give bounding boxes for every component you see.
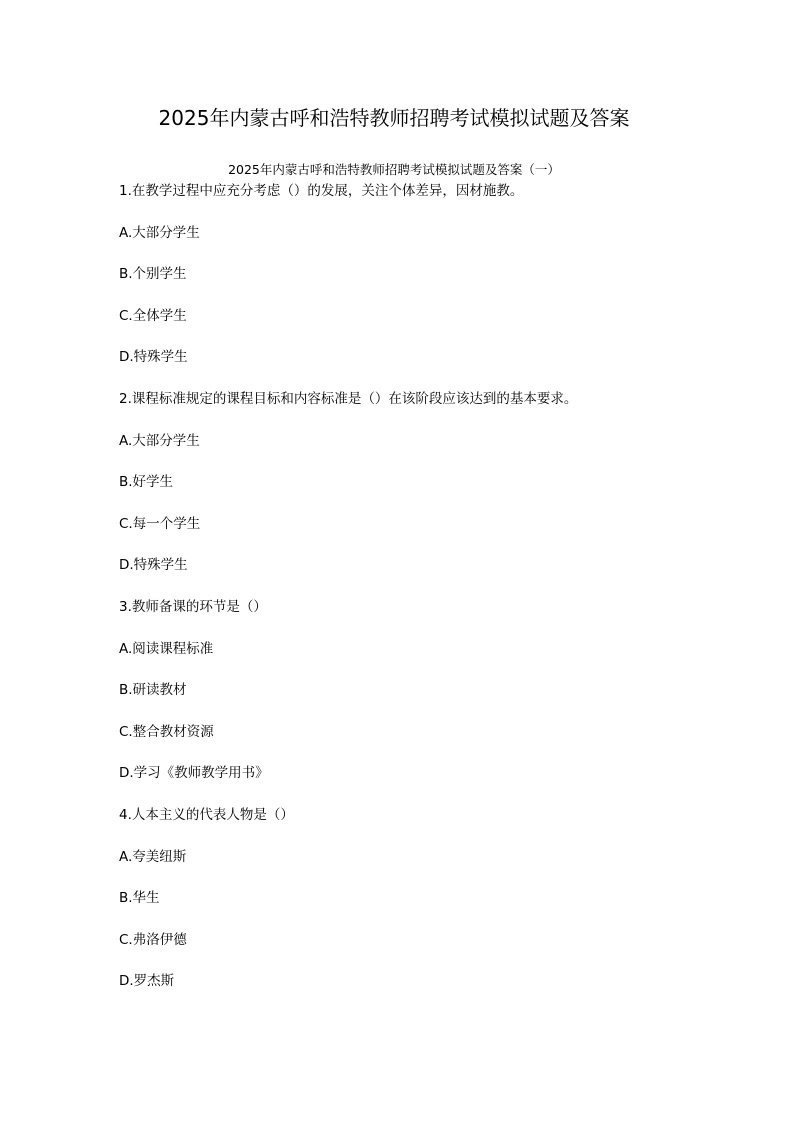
- option-c: C.整合教材资源: [119, 723, 214, 740]
- question-stem: 4.人本主义的代表人物是（）: [119, 806, 294, 823]
- question-2: [119, 388, 759, 596]
- option-c: C.全体学生: [119, 307, 187, 324]
- option-b: B.好学生: [119, 474, 174, 491]
- document-subtitle: 2025年内蒙古呼和浩特教师招聘考试模拟试题及答案（一）: [228, 162, 560, 177]
- option-c: C.每一个学生: [119, 515, 201, 532]
- option-b: B.华生: [119, 890, 160, 907]
- option-b: B.个别学生: [119, 266, 187, 283]
- option-d: D.学习《教师教学用书》: [119, 765, 269, 782]
- question-stem: 3.教师备课的环节是（）: [119, 598, 267, 615]
- question-stem: 1.在教学过程中应充分考虑（）的发展，关注个体差异，因材施教。: [119, 183, 524, 199]
- option-c: C.弗洛伊德: [119, 931, 187, 948]
- option-b: B.研读教材: [119, 682, 187, 699]
- question-3: [119, 596, 759, 804]
- option-d: D.罗杰斯: [119, 973, 175, 990]
- option-a: A.阅读课程标准: [119, 640, 214, 657]
- document-title: 2025年内蒙古呼和浩特教师招聘考试模拟试题及答案: [158, 106, 630, 130]
- question-list: [119, 180, 759, 1012]
- option-d: D.特殊学生: [119, 349, 188, 366]
- option-d: D.特殊学生: [119, 557, 188, 574]
- option-a: A.大部分学生: [119, 224, 200, 241]
- question-1: [119, 180, 759, 388]
- question-stem: 2.课程标准规定的课程目标和内容标准是（）在该阶段应该达到的基本要求。: [119, 390, 578, 407]
- option-a: A.大部分学生: [119, 432, 200, 449]
- question-4: [119, 804, 759, 1012]
- option-a: A.夸美纽斯: [119, 848, 187, 865]
